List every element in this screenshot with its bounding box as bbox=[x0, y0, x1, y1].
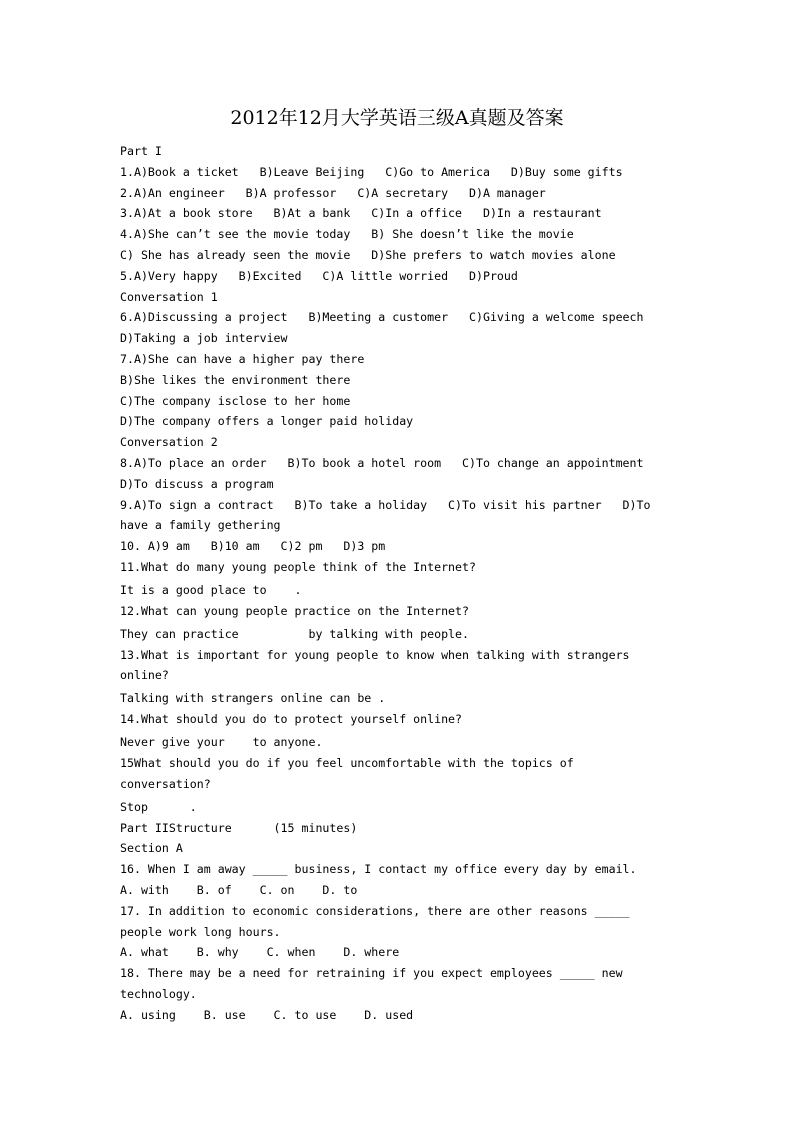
text-line: technology. bbox=[120, 986, 197, 1001]
text-line: 12.What can young people practice on the Internet? bbox=[120, 603, 470, 618]
text-line: 15What should you do if you feel uncomfortable with the topics of bbox=[120, 755, 574, 770]
text-line: 1.A)Book a ticket B)Leave Beijing C)Go to America D)Buy some gifts bbox=[120, 164, 623, 179]
text-line: D)The company offers a longer paid holiday bbox=[120, 414, 414, 429]
text-line: 11.What do many young people think of the Internet? bbox=[120, 559, 476, 574]
text-line: Conversation 2 bbox=[120, 435, 218, 450]
text-line: 9.A)To sign a contract B)To take a holiday C)To visit his partner D)To bbox=[120, 497, 651, 512]
text-line: 18. There may be a need for retraining if you expect employees _____ new bbox=[120, 966, 623, 981]
text-line: 13.What is important for young people to know when talking with strangers bbox=[120, 647, 630, 662]
document-title: 2012年12月大学英语三级A真题及答案 bbox=[230, 107, 564, 129]
text-line: Part I bbox=[120, 144, 162, 158]
text-line: Section A bbox=[120, 841, 183, 856]
text-line: people work long hours. bbox=[120, 924, 281, 939]
text-line: Stop . bbox=[120, 799, 197, 814]
text-line: They can practice by talking with people. bbox=[120, 626, 470, 641]
text-line: A. what B. why C. when D. where bbox=[120, 945, 400, 960]
text-line: conversation? bbox=[120, 776, 211, 791]
text-line: C) She has already seen the movie D)She prefers to watch movies alone bbox=[120, 247, 616, 262]
text-line: A. using B. use C. to use D. used bbox=[120, 1007, 414, 1022]
document-body bbox=[120, 141, 680, 1025]
text-line: 10. A)9 am B)10 am C)2 pm D)3 pm bbox=[120, 539, 386, 554]
text-line: 8.A)To place an order B)To book a hotel room C)To change an appointment bbox=[120, 455, 644, 470]
text-line: 7.A)She can have a higher pay there bbox=[120, 351, 365, 366]
text-line: 14.What should you do to protect yourself online? bbox=[120, 712, 463, 727]
text-line: Conversation 1 bbox=[120, 289, 218, 304]
text-line: B)She likes the environment there bbox=[120, 372, 351, 387]
text-line: D)To discuss a program bbox=[120, 476, 274, 491]
text-line: 6.A)Discussing a project B)Meeting a customer C)Giving a welcome speech bbox=[120, 310, 644, 325]
text-line: Never give your to anyone. bbox=[120, 735, 323, 750]
text-line: 5.A)Very happy B)Excited C)A little worried D)Proud bbox=[120, 268, 518, 283]
text-line: A. with B. of C. on D. to bbox=[120, 882, 358, 897]
text-line: Talking with strangers online can be . bbox=[120, 691, 386, 706]
text-line: 16. When I am away _____ business, I contact my office every day by email. bbox=[120, 862, 637, 877]
text-line: 17. In addition to economic considerations, there are other reasons _____ bbox=[120, 903, 630, 918]
text-line: It is a good place to . bbox=[120, 582, 302, 597]
text-line: Part IIStructure (15 minutes) bbox=[120, 820, 358, 835]
text-line: 4.A)She can’t see the movie today B) She doesn’t like the movie bbox=[120, 227, 574, 242]
text-line: online? bbox=[120, 668, 169, 683]
text-line: D)Taking a job interview bbox=[120, 331, 288, 346]
text-line: have a family gethering bbox=[120, 518, 281, 533]
text-line: C)The company isclose to her home bbox=[120, 393, 351, 408]
text-line: 2.A)An engineer B)A professor C)A secretary D)A manager bbox=[120, 185, 546, 200]
text-line: 3.A)At a book store B)At a bank C)In a office D)In a restaurant bbox=[120, 206, 602, 221]
